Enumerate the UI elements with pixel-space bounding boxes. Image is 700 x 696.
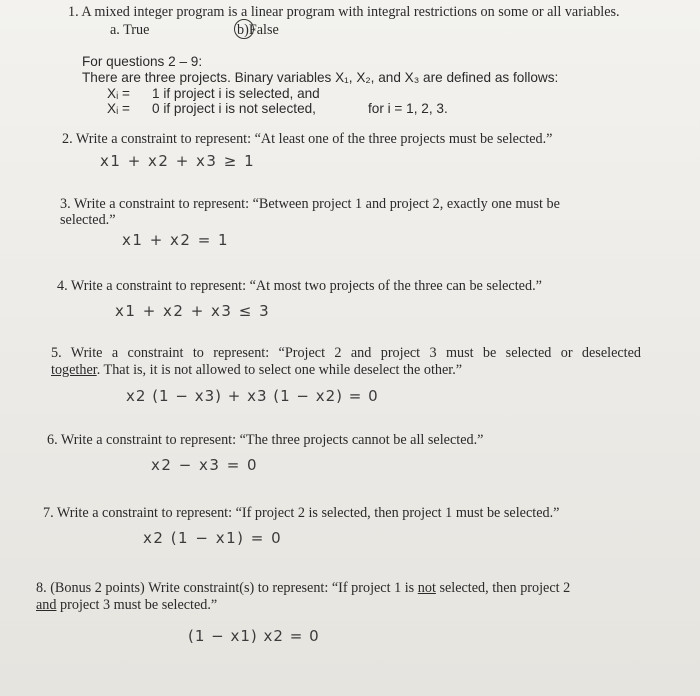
intro-def2-var: Xᵢ = bbox=[107, 101, 130, 116]
q8-prompt-line2-rest: project 3 must be selected.” bbox=[56, 597, 218, 613]
q1-option-a: a. True bbox=[110, 22, 150, 38]
q2-handwritten-answer: x1 + x2 + x3 ≥ 1 bbox=[100, 152, 256, 170]
q7-handwritten-answer: x2 (1 − x1) = 0 bbox=[143, 529, 283, 547]
q8-prompt-line1-a: 8. (Bonus 2 points) Write constraint(s) to represent: “If project 1 is bbox=[36, 580, 418, 596]
intro-heading: For questions 2 – 9: bbox=[82, 54, 203, 69]
q8-prompt-line1-b: selected, then project 2 bbox=[435, 580, 571, 596]
q1-prompt bbox=[68, 4, 620, 20]
q2-prompt: 2. Write a constraint to represent: “At least one of the three projects must be selected.” bbox=[62, 131, 553, 147]
q8-handwritten-answer: (1 − x1) x2 = 0 bbox=[188, 627, 320, 645]
q1-option-b bbox=[237, 22, 279, 38]
q5-emphasis-together: together bbox=[51, 362, 97, 378]
q1-option-b-letter: b) bbox=[237, 22, 249, 38]
q3-handwritten-answer: x1 + x2 = 1 bbox=[122, 231, 230, 249]
q5-prompt-line2 bbox=[51, 362, 462, 378]
intro-def2-range: for i = 1, 2, 3. bbox=[368, 101, 448, 116]
q1-option-b-circled bbox=[237, 22, 249, 38]
q6-prompt: 6. Write a constraint to represent: “The three projects cannot be all selected.” bbox=[47, 432, 484, 448]
q5-prompt-line2-rest: . That is, it is not allowed to select one while deselect the other.” bbox=[96, 362, 463, 378]
q5-handwritten-answer: x2 (1 − x3) + x3 (1 − x2) = 0 bbox=[126, 387, 379, 405]
q4-handwritten-answer: x1 + x2 + x3 ≤ 3 bbox=[115, 302, 271, 320]
q8-prompt-line2 bbox=[36, 597, 217, 613]
q8-emphasis-and: and bbox=[36, 597, 57, 613]
q1-number: 1. bbox=[68, 4, 79, 20]
intro-def1-var: Xᵢ = bbox=[107, 86, 130, 101]
intro-line1: There are three projects. Binary variables X₁, X₂, and X₃ are defined as follows: bbox=[82, 70, 559, 85]
q8-emphasis-not: not bbox=[417, 580, 436, 596]
intro-def2-text: 0 if project i is not selected, bbox=[152, 101, 316, 116]
q8-prompt-line1 bbox=[36, 580, 570, 596]
q1-option-b-text: False bbox=[248, 22, 279, 38]
q4-prompt: 4. Write a constraint to represent: “At most two projects of the three can be selected.” bbox=[57, 278, 542, 294]
q3-prompt-line2: selected.” bbox=[60, 212, 116, 228]
answer-circle bbox=[234, 19, 254, 39]
q5-prompt-line1: 5. Write a constraint to represent: “Project 2 and project 3 must be selected or deselected bbox=[51, 345, 641, 361]
q3-prompt-line1: 3. Write a constraint to represent: “Between project 1 and project 2, exactly one must be bbox=[60, 196, 560, 212]
intro-def1-text: 1 if project i is selected, and bbox=[152, 86, 320, 101]
q7-prompt: 7. Write a constraint to represent: “If project 2 is selected, then project 1 must be selected.” bbox=[43, 505, 560, 521]
q1-text: A mixed integer program is a linear program with integral restrictions on some or all variables. bbox=[81, 4, 620, 20]
q6-handwritten-answer: x2 − x3 = 0 bbox=[151, 456, 259, 474]
